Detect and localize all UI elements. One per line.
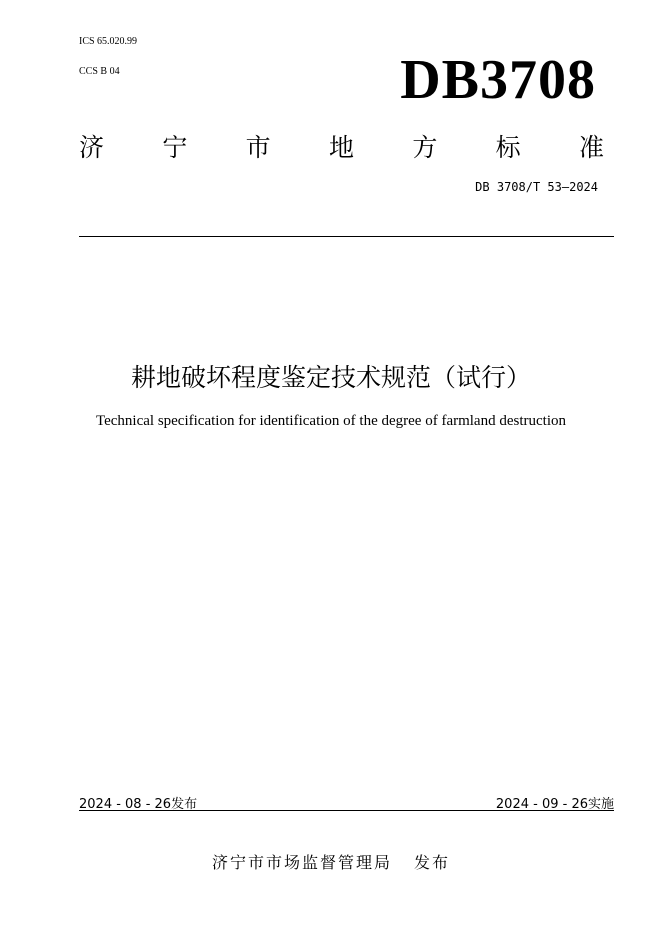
title-chinese: 耕地破坏程度鉴定技术规范（试行） xyxy=(130,363,531,392)
standard-type-char: 济 xyxy=(79,133,105,162)
standard-type-char: 地 xyxy=(328,133,354,162)
publish-date: 2024 - 08 - 26发布 xyxy=(79,797,198,812)
ics-code: ICS 65.020.99 xyxy=(79,36,138,47)
issuer-action: 发布 xyxy=(414,853,451,872)
standard-type-char: 标 xyxy=(495,133,521,162)
standard-type xyxy=(79,128,604,164)
ccs-code: CCS B 04 xyxy=(79,66,120,77)
implement-date: 2024 - 09 - 26实施 xyxy=(495,797,614,812)
standard-type-char: 方 xyxy=(412,133,438,162)
header-divider xyxy=(79,236,614,237)
footer-divider xyxy=(79,810,614,811)
title-english: Technical specification for identification of the degree of farmland destruction xyxy=(95,413,566,429)
standard-code: DB3708 xyxy=(400,49,596,111)
standard-type-char: 市 xyxy=(245,133,271,162)
standard-type-char: 准 xyxy=(578,133,604,162)
standard-number: DB 3708/T 53—2024 xyxy=(475,180,598,194)
issuer xyxy=(0,850,662,873)
issuer-name: 济宁市市场监督管理局 xyxy=(211,853,392,872)
standard-type-char: 宁 xyxy=(162,133,188,162)
